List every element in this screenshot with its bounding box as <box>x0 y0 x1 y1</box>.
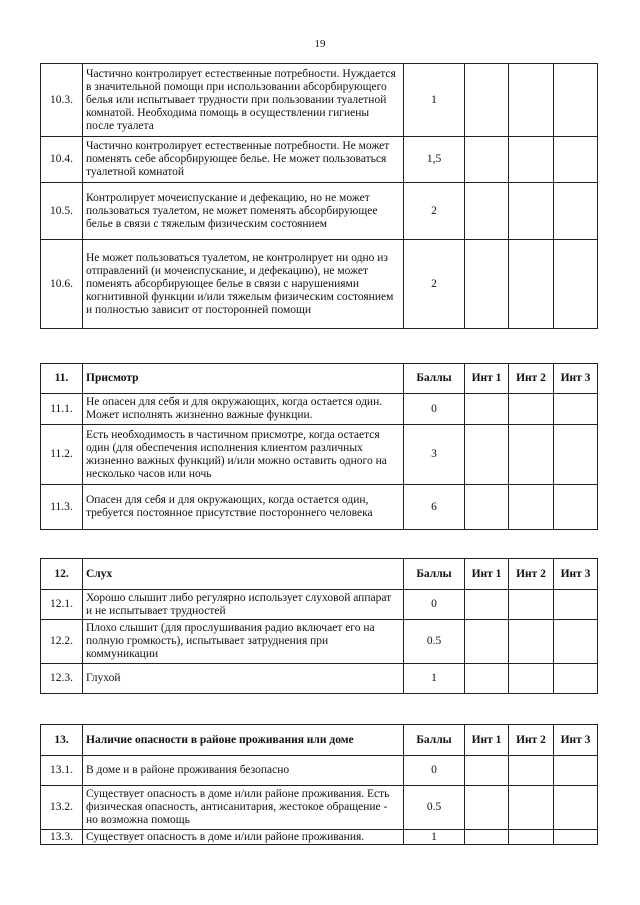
table-header-row <box>41 559 598 590</box>
row-description: Частично контролирует естественные потребности. Нуждается в значительной помощи при использовании абсорбирующего белья или испытывает трудности при пользовании туалетной комнатой. Необходима помощь в осуществлении гигиены после туалета <box>83 64 404 137</box>
int-1-cell[interactable] <box>465 620 509 664</box>
int-1-header: Инт 1 <box>465 559 509 590</box>
row-description: Не может пользоваться туалетом, не контролирует ни одно из отправлений (и мочеиспускание, и дефекацию), не может поменять абсорбирующее белье в связи с нарушениями когнитивной функции и/или тяжелым физическим состоянием и полностью зависит от посторонней помощи <box>83 240 404 329</box>
table-row <box>41 664 598 694</box>
table-row <box>41 786 598 830</box>
int-3-cell[interactable] <box>554 664 598 694</box>
table-row <box>41 240 598 329</box>
int-1-cell[interactable] <box>465 590 509 620</box>
row-description: В доме и в районе проживания безопасно <box>83 756 404 786</box>
row-number: 11.3. <box>41 485 83 530</box>
int-1-cell[interactable] <box>465 786 509 830</box>
section-number: 13. <box>41 725 83 756</box>
section-title: Присмотр <box>83 364 404 394</box>
int-3-cell[interactable] <box>554 137 598 183</box>
row-score: 1,5 <box>404 137 465 183</box>
row-score: 3 <box>404 425 465 485</box>
int-2-header: Инт 2 <box>509 559 554 590</box>
int-2-cell[interactable] <box>509 756 554 786</box>
int-2-cell[interactable] <box>509 786 554 830</box>
row-number: 10.3. <box>41 64 83 137</box>
row-score: 0 <box>404 756 465 786</box>
row-score: 1 <box>404 64 465 137</box>
int-3-cell[interactable] <box>554 786 598 830</box>
int-1-cell[interactable] <box>465 64 509 137</box>
table-row <box>41 485 598 530</box>
row-number: 10.5. <box>41 183 83 240</box>
section-13-table <box>40 724 598 845</box>
int-3-cell[interactable] <box>554 183 598 240</box>
int-3-cell[interactable] <box>554 425 598 485</box>
row-description: Контролирует мочеиспускание и дефекацию, но не может пользоваться туалетом, не может поменять абсорбирующее белье в связи с тяжелым физическим состоянием <box>83 183 404 240</box>
row-score: 1 <box>404 664 465 694</box>
score-header: Баллы <box>404 364 465 394</box>
int-1-cell[interactable] <box>465 830 509 845</box>
score-header: Баллы <box>404 725 465 756</box>
int-1-cell[interactable] <box>465 240 509 329</box>
row-score: 2 <box>404 240 465 329</box>
section-number: 11. <box>41 364 83 394</box>
int-2-cell[interactable] <box>509 620 554 664</box>
row-description: Не опасен для себя и для окружающих, когда остается один. Может исполнять жизненно важные функции. <box>83 394 404 425</box>
row-number: 10.4. <box>41 137 83 183</box>
table-header-row <box>41 725 598 756</box>
int-3-cell[interactable] <box>554 756 598 786</box>
row-score: 1 <box>404 830 465 845</box>
int-2-cell[interactable] <box>509 830 554 845</box>
int-3-cell[interactable] <box>554 240 598 329</box>
row-number: 13.1. <box>41 756 83 786</box>
int-3-header: Инт 3 <box>554 364 598 394</box>
section-11-table <box>40 363 598 530</box>
table-row <box>41 137 598 183</box>
int-1-header: Инт 1 <box>465 725 509 756</box>
int-3-cell[interactable] <box>554 830 598 845</box>
row-score: 0 <box>404 394 465 425</box>
row-number: 11.2. <box>41 425 83 485</box>
row-number: 13.2. <box>41 786 83 830</box>
row-description: Есть необходимость в частичном присмотре, когда остается один (для обеспечения исполнения клиентом различных жизненно важных функций) и/или можно оставить одного на несколько часов или ночь <box>83 425 404 485</box>
score-header: Баллы <box>404 559 465 590</box>
int-3-header: Инт 3 <box>554 725 598 756</box>
section-12-table <box>40 558 598 694</box>
row-description: Опасен для себя и для окружающих, когда остается один, требуется постоянное присутствие постороннего человека <box>83 485 404 530</box>
row-score: 0.5 <box>404 620 465 664</box>
row-number: 13.3. <box>41 830 83 845</box>
row-number: 12.1. <box>41 590 83 620</box>
row-score: 2 <box>404 183 465 240</box>
int-2-cell[interactable] <box>509 137 554 183</box>
row-description: Частично контролирует естественные потребности. Не может поменять себе абсорбирующее белье. Не может пользоваться туалетной комнатой <box>83 137 404 183</box>
int-3-cell[interactable] <box>554 485 598 530</box>
row-score: 0 <box>404 590 465 620</box>
int-1-header: Инт 1 <box>465 364 509 394</box>
row-score: 6 <box>404 485 465 530</box>
int-3-cell[interactable] <box>554 620 598 664</box>
row-number: 12.2. <box>41 620 83 664</box>
row-number: 10.6. <box>41 240 83 329</box>
section-title: Слух <box>83 559 404 590</box>
int-3-header: Инт 3 <box>554 559 598 590</box>
row-description: Хорошо слышит либо регулярно использует слуховой аппарат и не испытывает трудностей <box>83 590 404 620</box>
table-row <box>41 756 598 786</box>
int-2-cell[interactable] <box>509 664 554 694</box>
int-2-cell[interactable] <box>509 64 554 137</box>
section-title: Наличие опасности в районе проживания или доме <box>83 725 404 756</box>
int-1-cell[interactable] <box>465 183 509 240</box>
table-row <box>41 394 598 425</box>
row-description: Глухой <box>83 664 404 694</box>
int-2-cell[interactable] <box>509 240 554 329</box>
page-number: 19 <box>314 38 326 50</box>
table-row <box>41 590 598 620</box>
int-3-cell[interactable] <box>554 394 598 425</box>
int-2-cell[interactable] <box>509 485 554 530</box>
int-2-header: Инт 2 <box>509 725 554 756</box>
int-2-cell[interactable] <box>509 183 554 240</box>
table-row <box>41 64 598 137</box>
int-2-header: Инт 2 <box>509 364 554 394</box>
table-row <box>41 830 598 845</box>
int-2-cell[interactable] <box>509 425 554 485</box>
int-1-cell[interactable] <box>465 137 509 183</box>
section-10-table <box>40 63 598 329</box>
row-score: 0.5 <box>404 786 465 830</box>
row-number: 12.3. <box>41 664 83 694</box>
int-1-cell[interactable] <box>465 485 509 530</box>
int-1-cell[interactable] <box>465 664 509 694</box>
table-row <box>41 425 598 485</box>
int-3-cell[interactable] <box>554 590 598 620</box>
int-1-cell[interactable] <box>465 756 509 786</box>
row-number: 11.1. <box>41 394 83 425</box>
int-2-cell[interactable] <box>509 394 554 425</box>
row-description: Плохо слышит (для прослушивания радио включает его на полную громкость), испытывает затруднения при коммуникации <box>83 620 404 664</box>
row-description: Существует опасность в доме и/или районе проживания. <box>83 830 404 845</box>
int-1-cell[interactable] <box>465 425 509 485</box>
row-description: Существует опасность в доме и/или районе проживания. Есть физическая опасность, антисанитария, жестокое обращение - но возможна помощь <box>83 786 404 830</box>
int-3-cell[interactable] <box>554 64 598 137</box>
int-1-cell[interactable] <box>465 394 509 425</box>
table-row <box>41 183 598 240</box>
section-number: 12. <box>41 559 83 590</box>
table-row <box>41 620 598 664</box>
int-2-cell[interactable] <box>509 590 554 620</box>
table-header-row <box>41 364 598 394</box>
